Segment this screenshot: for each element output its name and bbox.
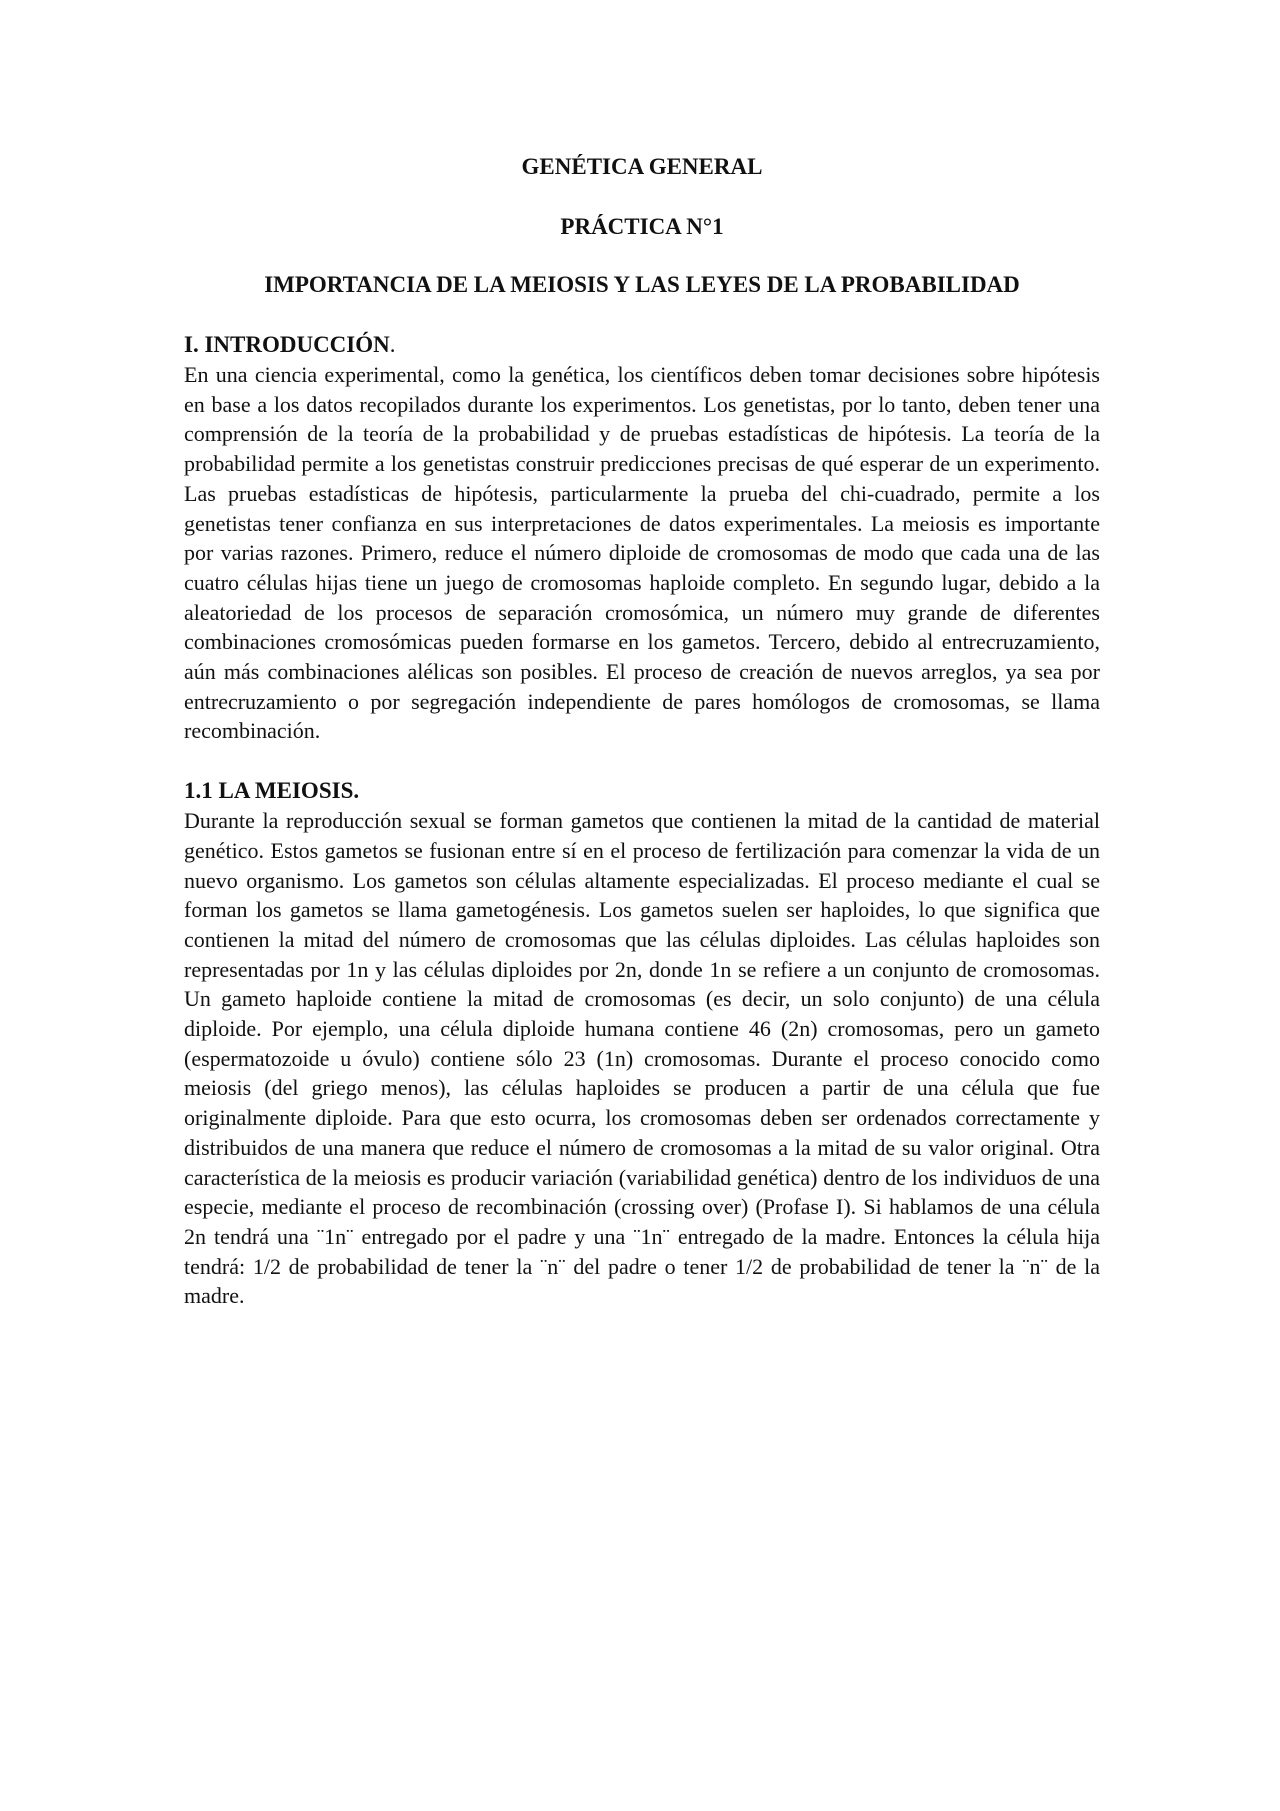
- course-title: GENÉTICA GENERAL: [521, 154, 763, 179]
- section-heading-text: I. INTRODUCCIÓN: [184, 332, 390, 357]
- section-spacer: [184, 746, 1100, 776]
- section-heading-text: 1.1 LA MEIOSIS.: [184, 778, 360, 804]
- section-heading-suffix: .: [389, 332, 396, 357]
- document-content: [184, 152, 1100, 1311]
- practice-title: PRÁCTICA N°1: [560, 214, 724, 239]
- section-introduction: [184, 330, 1100, 746]
- main-title: IMPORTANCIA DE LA MEIOSIS Y LAS LEYES DE LA PROBABILIDAD: [264, 272, 1020, 297]
- section-meiosis: [184, 776, 1100, 1311]
- section-heading: [184, 776, 1100, 806]
- section-body: Durante la reproducción sexual se forman gametos que contienen la mitad de la cantidad de material genético. Estos gametos se fusionan entre sí en el proceso de fertilización para comenzar la vida de un nuevo organismo. Los gametos son células altamente especializadas. El proceso mediante el cual se forman los gametos se llama gametogénesis. Los gametos suelen ser haploides, lo que significa que contienen la mitad del número de cromosomas que las células diploides. Las células haploides son representadas por 1n y las células diploides por 2n, donde 1n se refiere a un conjunto de cromosomas. Un gameto haploide contiene la mitad de cromosomas (es decir, un solo conjunto) de una célula diploide. Por ejemplo, una célula diploide humana contiene 46 (2n) cromosomas, pero un gameto (espermatozoide u óvulo) contiene sólo 23 (1n) cromosomas. Durante el proceso conocido como meiosis (del griego menos), las células haploides se producen a partir de una célula que fue originalmente diploide. Para que esto ocurra, los cromosomas deben ser ordenados correctamente y distribuidos de una manera que reduce el número de cromosomas a la mitad de su valor original. Otra característica de la meiosis es producir variación (variabilidad genética) dentro de los individuos de una especie, mediante el proceso de recombinación (crossing over) (Profase I). Si hablamos de una célula 2n tendrá una ¨1n¨ entregado por el padre y una ¨1n¨ entregado de la madre. Entonces la célula hija tendrá: 1/2 de probabilidad de tener la ¨n¨ del padre o tener 1/2 de probabilidad de tener la ¨n¨ de la madre.: [184, 808, 1100, 1309]
- section-heading: [184, 330, 1100, 360]
- section-body: En una ciencia experimental, como la genética, los científicos deben tomar decisiones sobre hipótesis en base a los datos recopilados durante los experimentos. Los genetistas, por lo tanto, deben tener una comprensión de la teoría de la probabilidad y de pruebas estadísticas de hipótesis. La teoría de la probabilidad permite a los genetistas construir predicciones precisas de qué esperar de un experimento. Las pruebas estadísticas de hipótesis, particularmente la prueba del chi-cuadrado, permite a los genetistas tener confianza en sus interpretaciones de datos experimentales. La meiosis es importante por varias razones. Primero, reduce el número diploide de cromosomas de modo que cada una de las cuatro células hijas tiene un juego de cromosomas haploide completo. En segundo lugar, debido a la aleatoriedad de los procesos de separación cromosómica, un número muy grande de diferentes combinaciones cromosómicas pueden formarse en los gametos. Tercero, debido al entrecruzamiento, aún más combinaciones alélicas son posibles. El proceso de creación de nuevos arreglos, ya sea por entrecruzamiento o por segregación independiente de pares homólogos de cromosomas, se llama recombinación.: [184, 362, 1100, 744]
